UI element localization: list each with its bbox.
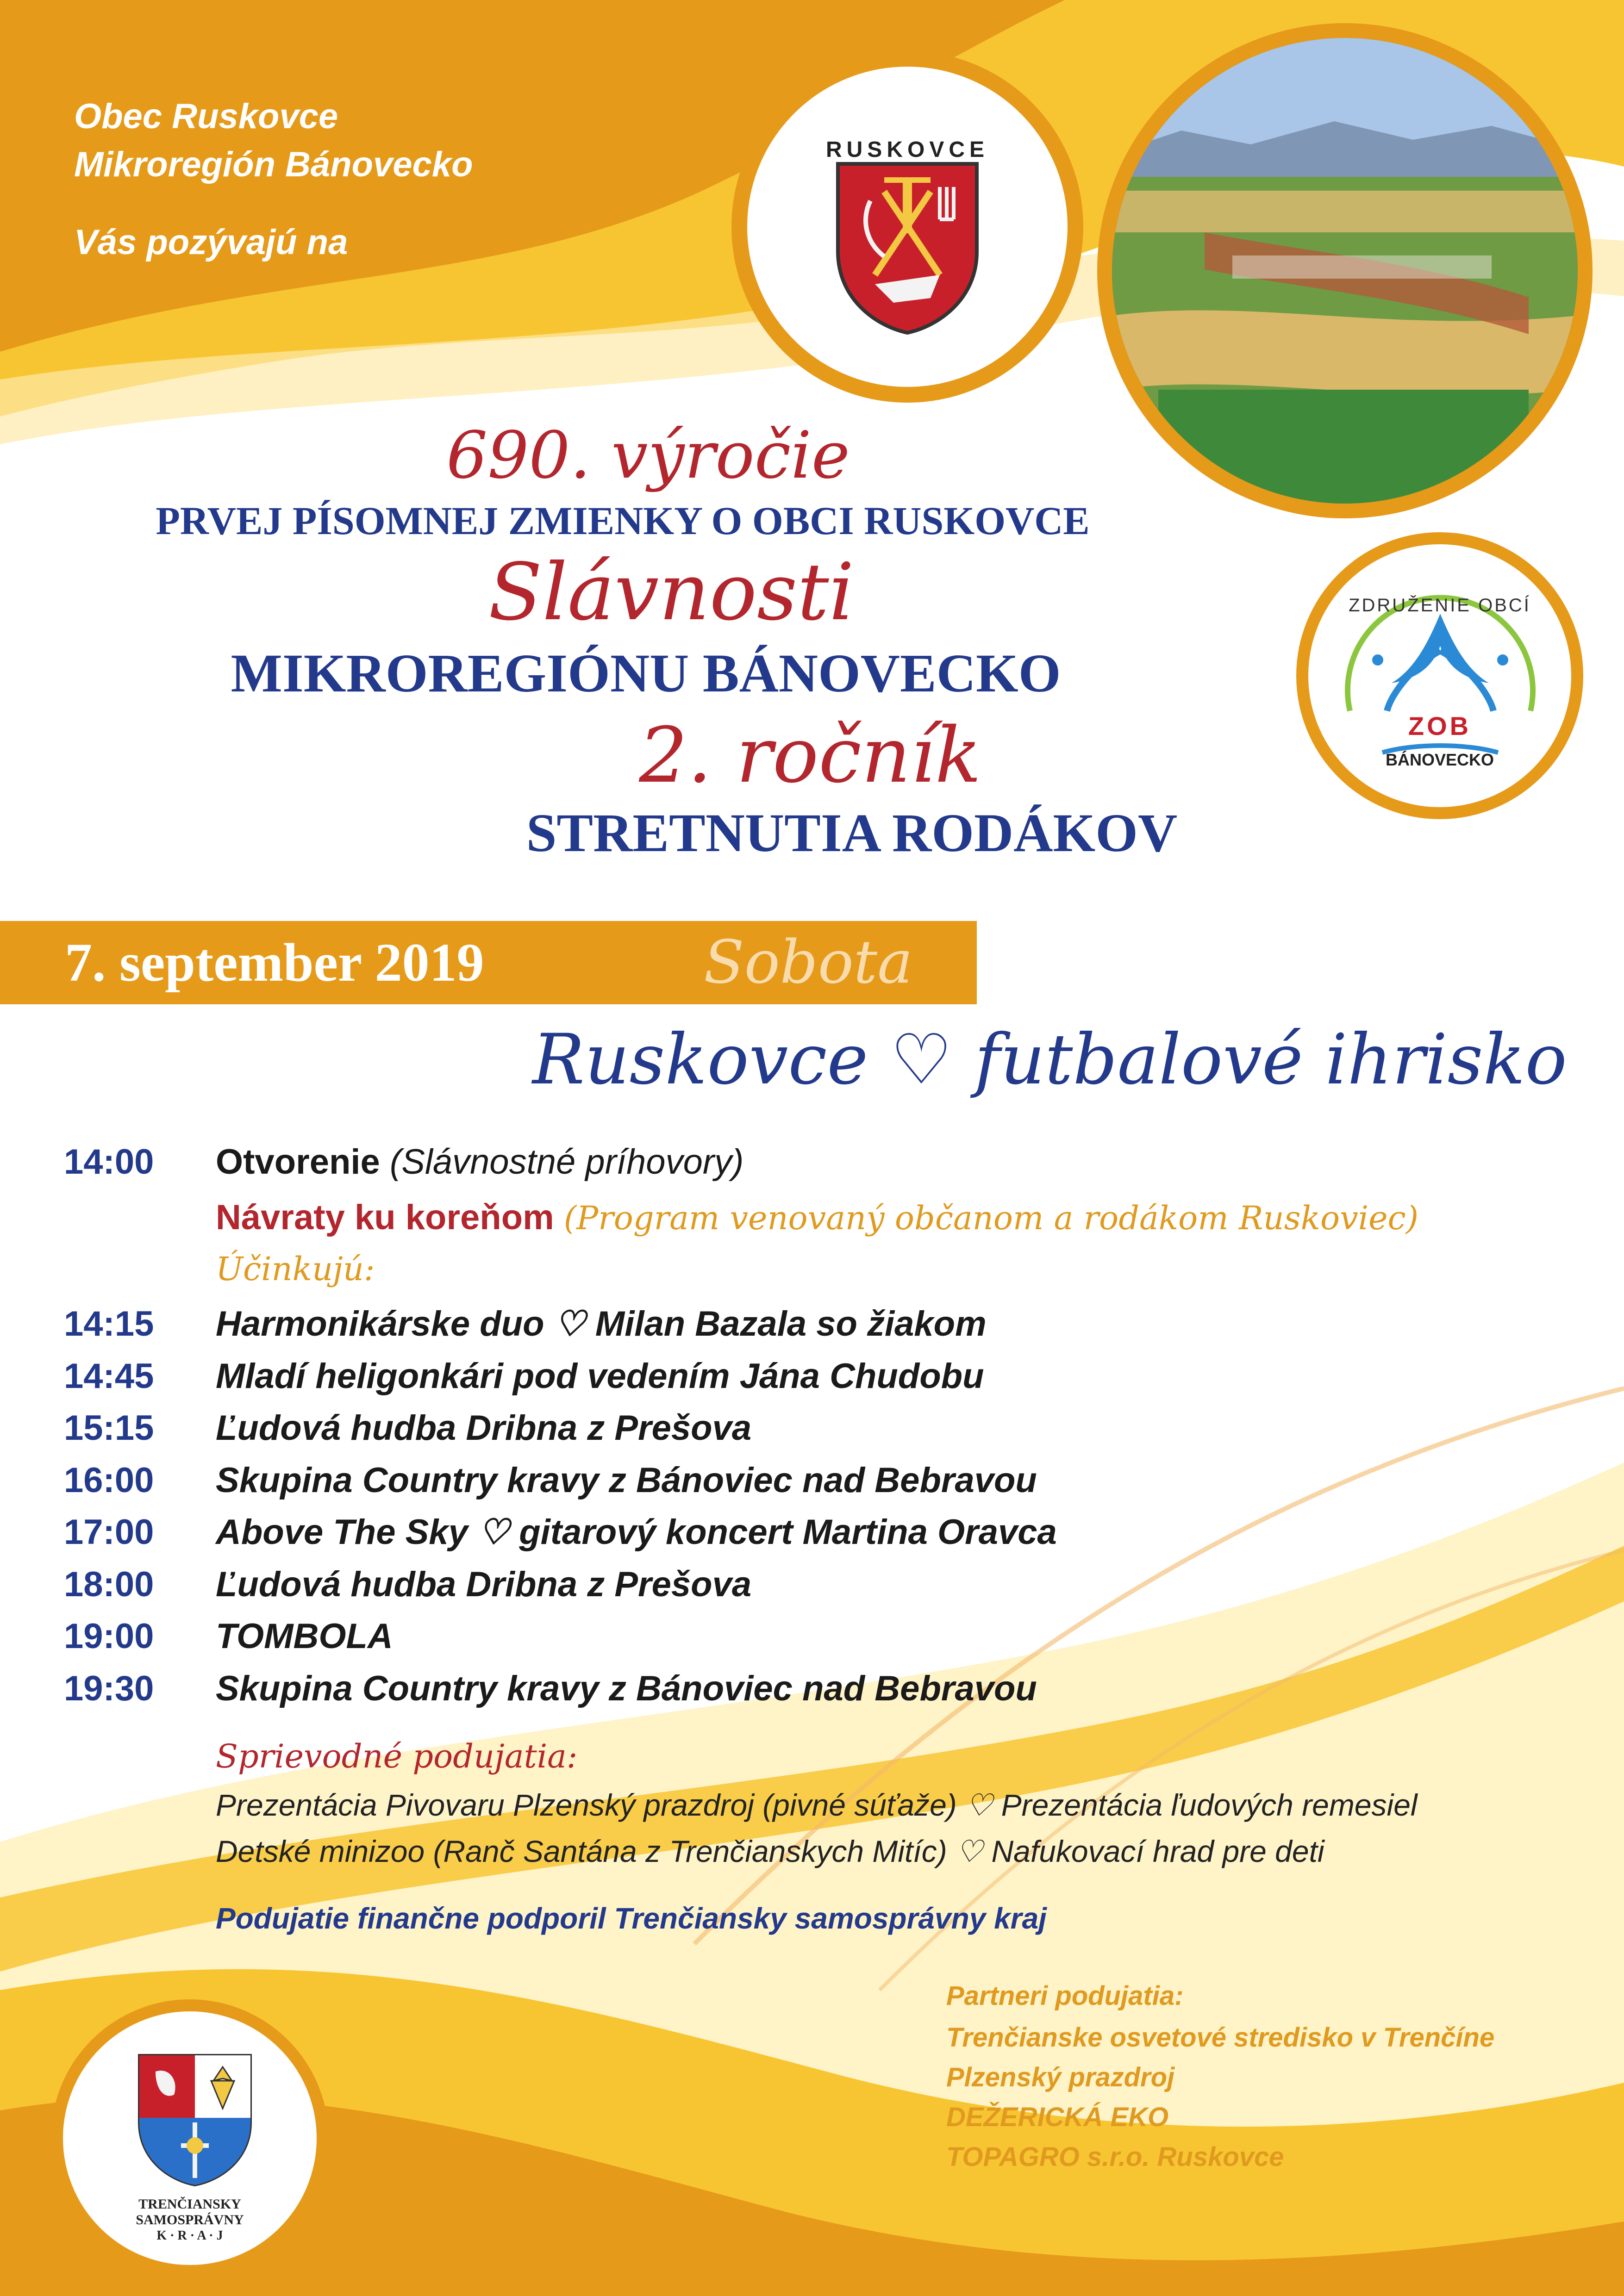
program-time: 14:45 [64,1356,154,1396]
coat-of-arms-icon [833,159,981,335]
edition-subtitle: STRETNUTIA RODÁKOV [526,803,1178,863]
opening-note: (Slávnostné príhovory) [389,1142,744,1182]
tsk-line-1: TRENČIANSKY [138,2196,241,2212]
program-item: Harmonikárske duo ♡ Milan Bazala so žiakom [216,1304,987,1344]
edition-title: 2. ročník [639,711,981,800]
festival-title: Slávnosti [488,547,854,638]
village-landscape-image [1112,38,1578,504]
program-item: Above The Sky ♡ gitarový koncert Martina Oravca [216,1512,1057,1552]
event-date: 7. september 2019 [65,932,484,993]
tsk-badge [51,1999,329,2277]
invite-line-2: Mikroregión Bánovecko [74,145,473,184]
partner-item: Trenčianske osvetové stredisko v Trenčíne [946,2022,1495,2053]
zob-arc-text: ZDRUŽENIE OBCÍ [1349,595,1531,616]
program-time: 17:00 [64,1512,154,1552]
side-events-line-2: Detské minizoo (Ranč Santána z Trenčianskych Mitíc) ♡ Nafukovací hrad pre deti [216,1834,1324,1868]
program-time: 19:30 [64,1669,154,1708]
zob-name: BÁNOVECKO [1385,750,1494,769]
zob-letters: ZOB [1408,711,1472,740]
anniversary-subtitle: PRVEJ PÍSOMNEJ ZMIENKY O OBCI RUSKOVCE [156,498,1090,543]
partner-item: DEŽERICKÁ EKO [946,2102,1169,2132]
event-day: Sobota [704,928,913,997]
tsk-line-3: K · R · A · J [156,2228,223,2243]
program-item: TOMBOLA [216,1617,393,1656]
partner-item: TOPAGRO s.r.o. Ruskovce [946,2142,1284,2172]
program-item: Skupina Country kravy z Bánoviec nad Bebravou [216,1669,1037,1708]
tsk-coat-of-arms-icon [137,2053,253,2187]
partner-item: Plzenský prazdroj [946,2062,1175,2092]
opening-title: Otvorenie [216,1142,380,1182]
zob-badge [1296,532,1583,819]
opening-line [216,1136,743,1188]
partners-label: Partneri podujatia: [946,1981,1184,2011]
opening-time: 14:00 [64,1142,154,1182]
program-item: Ľudová hudba Dribna z Prešova [216,1565,752,1604]
anniversary-title: 690. výročie [446,418,850,493]
tsk-line-2: SAMOSPRÁVNY [136,2212,244,2228]
invite-line-1: Obec Ruskovce [74,97,338,136]
program-item: Ľudová hudba Dribna z Prešova [216,1408,752,1448]
program-time: 14:15 [64,1304,154,1344]
village-aerial-photo [1097,23,1593,518]
roots-title: Návraty ku koreňom [216,1198,554,1237]
program-time: 15:15 [64,1408,154,1448]
side-events-line-1: Prezentácia Pivovaru Plzenský prazdroj (pivné súťaže) ♡ Prezentácia ľudových remesiel [216,1788,1418,1822]
invite-line-3: Vás pozývajú na [74,223,348,262]
program-time: 18:00 [64,1565,154,1604]
program-item: Skupina Country kravy z Bánoviec nad Bebravou [216,1461,1037,1500]
crest-label: RUSKOVCE [825,137,989,162]
program-time: 19:00 [64,1617,154,1656]
side-events-label: Sprievodné podujatia: [216,1737,578,1775]
performers-label: Účinkujú: [216,1250,375,1288]
funding-note: Podujatie finančne podporil Trenčiansky samosprávny kraj [216,1902,1047,1935]
program-item: Mladí heligonkári pod vedením Jána Chudobu [216,1356,984,1396]
ruskovce-crest-badge [731,51,1083,403]
roots-note: (Program venovaný občanom a rodákom Ruskoviec) [563,1199,1419,1237]
festival-subtitle: MIKROREGIÓNU BÁNOVECKO [231,643,1061,703]
roots-line [216,1192,1418,1244]
event-venue: Ruskovce ♡ futbalové ihrisko [532,1020,1567,1100]
program-time: 16:00 [64,1461,154,1500]
